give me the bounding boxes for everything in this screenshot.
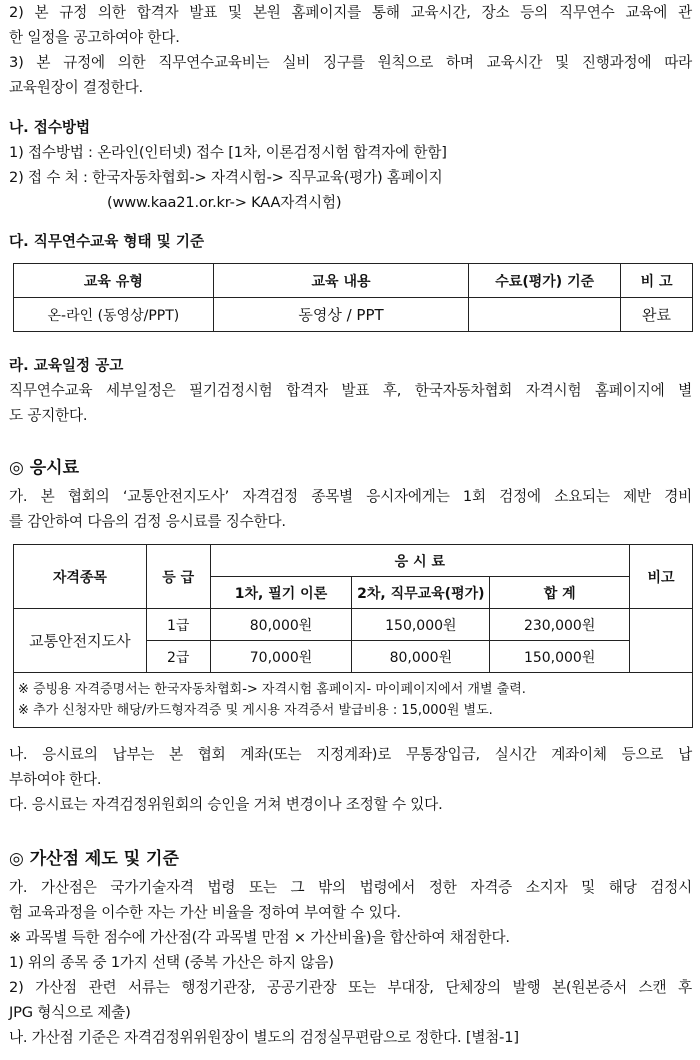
table-header: 등 급 [146,545,210,609]
fee-para-na: 나. 응시료의 납부는 본 협회 계좌(또는 지정계좌)로 무통장입금, 실시간 계좌이체 등으로 납 [9,746,692,763]
table-cell: 2급 [146,641,210,673]
table-header: 교육 내용 [213,264,469,298]
fee-para-ga: 가. 본 협회의 ‘교통안전지도사’ 자격검정 종목별 응시자에게는 1회 검정에 소요되는 제반 경비 [9,488,692,505]
bonus-para-ga-cont: 험 교육과정을 이수한 자는 가산 비율을 정하여 부여할 수 있다. [9,904,401,921]
bonus-note: ※ 과목별 득한 점수에 가산점(각 과목별 만점 × 가산비율)을 합산하여 채점한다. [9,929,510,946]
table-cell: 완료 [621,298,693,332]
table-cell [630,609,693,673]
na-item-2-cont: (www.kaa21.or.kr-> KAA자격시험) [107,194,342,211]
table-cell: 동영상 / PPT [213,298,469,332]
bonus-section-title: ◎ 가산점 제도 및 기준 [9,849,179,869]
table-cell: 80,000원 [210,609,352,641]
table-header: 응 시 료 [210,545,629,577]
note-line: ※ 증빙용 자격증명서는 한국자동차협회-> 자격시험 홈페이지- 마이페이지에서 개별 출력. [18,682,526,697]
para-3: 3) 본 규정에 의한 직무연수교육비는 실비 징구를 원칙으로 하며 교육시간 및 진행과정에 따라 [9,54,692,71]
bonus-item-2: 2) 가산점 관련 서류는 행정기관장, 공공기관장 또는 부대장, 단체장의 발행 본(원본증서 스캔 후 [9,979,692,996]
section-da-title: 다. 직무연수교육 형태 및 기준 [9,233,205,250]
table-header: 교육 유형 [14,264,214,298]
table-cell: 150,000원 [490,641,630,673]
section-ra-title: 라. 교육일정 공고 [9,357,124,374]
bonus-item-1: 1) 위의 종목 중 1가지 선택 (중복 가산은 하지 않음) [9,954,334,971]
na-item-2: 2) 접 수 처 : 한국자동차협회-> 자격시험-> 직무교육(평가) 홈페이지 [9,169,443,186]
bonus-para-ga: 가. 가산점은 국가기술자격 법령 또는 그 밖의 법령에서 정한 자격증 소지자 및 해당 검정시 [9,879,692,896]
na-item-1: 1) 접수방법 : 온라인(인터넷) 접수 [1차, 이론검정시험 합격자에 한함] [9,144,447,161]
table-header: 1차, 필기 이론 [210,577,352,609]
table-header: 수료(평가) 기준 [469,264,621,298]
bonus-item-2-cont: JPG 형식으로 제출) [9,1004,131,1021]
table-header: 합 계 [490,577,630,609]
table-header: 비고 [630,545,693,609]
fee-section-title: ◎ 응시료 [9,458,80,478]
table-cell: 온-라인 (동영상/PPT) [14,298,214,332]
section-na-title: 나. 접수방법 [9,119,91,136]
para-2: 2) 본 규정 의한 합격자 발표 및 본원 홈페이지를 통해 교육시간, 장소 등의 직무연수 교육에 관 [9,4,692,21]
table-cell: 150,000원 [352,609,490,641]
table-note [14,673,693,728]
exam-fee-table [13,544,693,728]
education-type-table [13,263,693,332]
fee-para-ga-cont: 를 감안하여 다음의 검정 응시료를 징수한다. [9,513,286,530]
ra-text: 직무연수교육 세부일정은 필기검정시험 합격자 발표 후, 한국자동차협회 자격시험 홈페이지에 별 [9,382,692,399]
fee-para-na-cont: 부하여야 한다. [9,771,102,788]
table-cell: 교통안전지도사 [14,609,147,673]
table-header: 자격종목 [14,545,147,609]
ra-text-cont: 도 공지한다. [9,407,88,424]
table-cell: 230,000원 [490,609,630,641]
para-2-cont: 한 일정을 공고하여야 한다. [9,29,180,46]
fee-para-da: 다. 응시료는 자격검정위원회의 승인을 거쳐 변경이나 조정할 수 있다. [9,796,443,813]
table-cell: 80,000원 [352,641,490,673]
para-3-cont: 교육원장이 결정한다. [9,79,143,96]
table-header: 비 고 [621,264,693,298]
bonus-para-na: 나. 가산점 기준은 자격검정위위원장이 별도의 검정실무편람으로 정한다. [별첨-1] [9,1029,519,1046]
table-cell [469,298,621,332]
table-header: 2차, 직무교육(평가) [352,577,490,609]
note-line: ※ 추가 신청자만 해당/카드형자격증 및 게시용 자격증서 발급비용 : 15,000원 별도. [18,703,493,718]
table-cell: 1급 [146,609,210,641]
table-cell: 70,000원 [210,641,352,673]
